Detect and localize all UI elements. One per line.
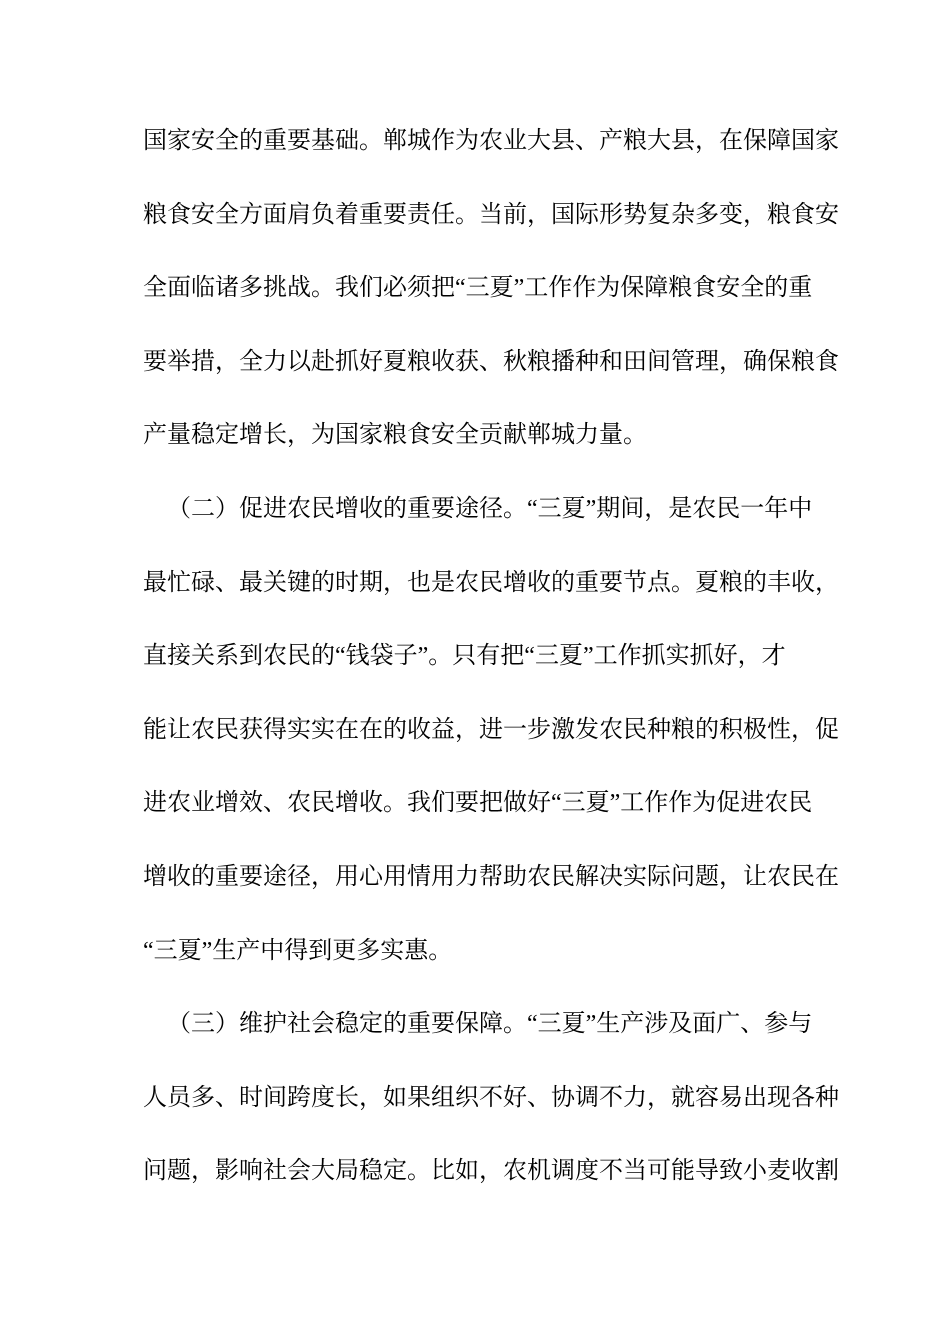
text-line: 国家安全的重要基础。郸城作为农业大县、产粮大县，在保障国家 — [143, 128, 839, 154]
text-line: 粮食安全方面肩负着重要责任。当前，国际形势复杂多变，粮食安 — [143, 201, 839, 228]
text-line: 要举措，全力以赴抓好夏粮收获、秋粮播种和田间管理，确保粮食 — [143, 348, 839, 375]
paragraph — [143, 988, 863, 1209]
text-line: （三）维护社会稳定的重要保障。“三夏”生产涉及面广、参与 — [167, 1011, 813, 1038]
text-line: 进农业增效、农民增收。我们要把做好“三夏”工作作为促进农民 — [143, 790, 813, 817]
text-line: 人员多、时间跨度长，如果组织不好、协调不力，就容易出现各种 — [143, 1084, 839, 1111]
text-line: （二）促进农民增收的重要途径。“三夏”期间，是农民一年中 — [167, 495, 813, 522]
text-line: 增收的重要途径，用心用情用力帮助农民解决实际问题，让农民在 — [143, 863, 839, 890]
paragraph — [143, 105, 863, 473]
text-line: 直接关系到农民的“钱袋子”。只有把“三夏”工作抓实抓好，才 — [143, 643, 786, 670]
text-line: 产量稳定增长，为国家粮食安全贡献郸城力量。 — [143, 422, 647, 449]
text-line: 最忙碌、最关键的时期，也是农民增收的重要节点。夏粮的丰收， — [143, 569, 839, 596]
text-line: “三夏”生产中得到更多实惠。 — [143, 937, 453, 964]
text-line: 能让农民获得实实在在的收益，进一步激发农民种粮的积极性，促 — [143, 716, 839, 743]
document-body — [143, 105, 863, 1209]
text-line: 问题，影响社会大局稳定。比如，农机调度不当可能导致小麦收割 — [143, 1158, 839, 1185]
paragraph — [143, 473, 863, 988]
text-line: 全面临诸多挑战。我们必须把“三夏”工作作为保障粮食安全的重 — [143, 275, 813, 302]
